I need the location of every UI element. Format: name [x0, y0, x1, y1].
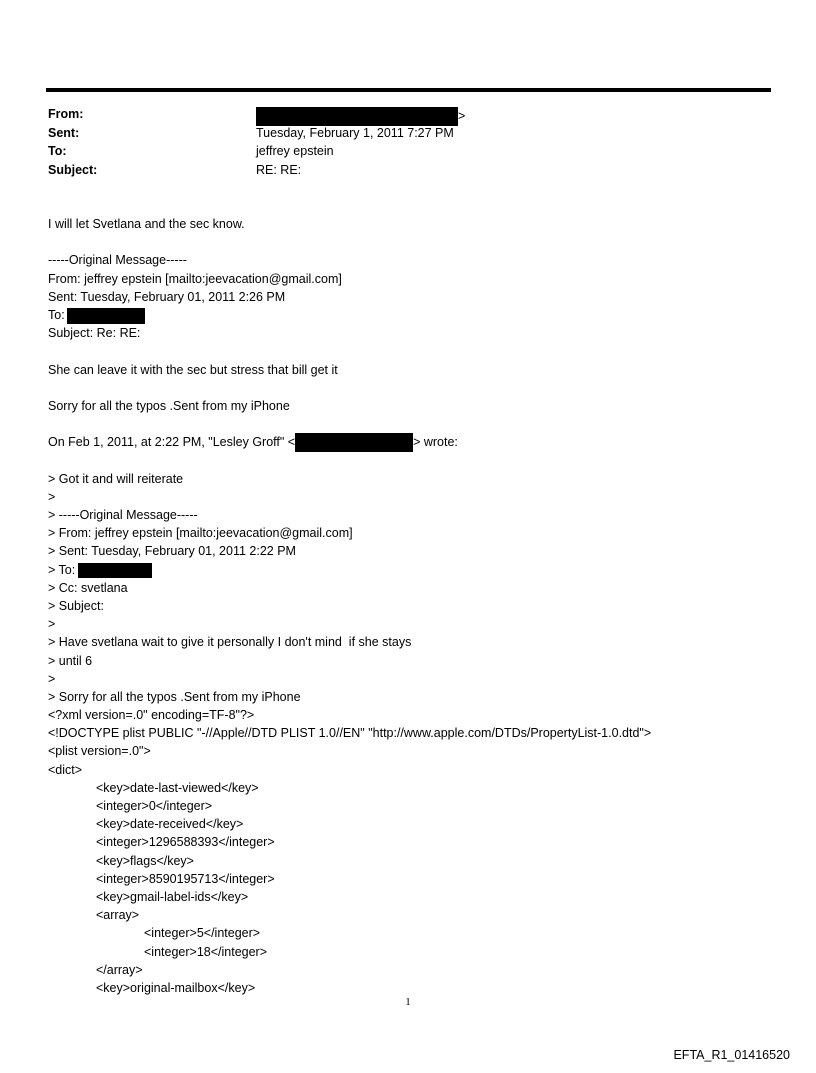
- signature-line: Sorry for all the typos .Sent from my iPhone: [48, 398, 290, 413]
- to-text: To:: [48, 307, 65, 322]
- quoted-line: > Cc: svetlana: [48, 580, 128, 595]
- original-message-marker: -----Original Message-----: [48, 253, 187, 268]
- quoted-line: > Sent: Tuesday, February 01, 2011 2:22 PM: [48, 544, 296, 559]
- body-line: Subject: Re: RE:: [48, 326, 141, 341]
- quoted-line: >: [48, 489, 56, 504]
- wrote-prefix: On Feb 1, 2011, at 2:22 PM, "Lesley Groff" <: [48, 435, 296, 450]
- xml-line: <array>: [96, 908, 140, 923]
- sent-value: Tuesday, February 1, 2011 7:27 PM: [256, 125, 454, 140]
- xml-line: <integer>0</integer>: [96, 799, 213, 813]
- wrote-suffix: > wrote:: [413, 435, 458, 450]
- xml-line: <?xml version=.0" encoding=TF-8"?>: [48, 708, 255, 723]
- quoted-line: >: [48, 671, 56, 686]
- quoted-line: > From: jeffrey epstein [mailto:jeevacation@gmail.com]: [48, 526, 353, 541]
- redaction-box: [67, 308, 145, 324]
- quoted-line: > -----Original Message-----: [48, 508, 198, 522]
- page-number: 1: [405, 996, 411, 1008]
- xml-line: <integer>1296588393</integer>: [96, 835, 275, 850]
- from-value: [256, 107, 465, 126]
- xml-line: <key>date-last-viewed</key>: [96, 780, 259, 795]
- xml-line: <plist version=.0">: [48, 744, 151, 759]
- redaction-box: [256, 107, 458, 126]
- xml-line: <key>gmail-label-ids</key>: [96, 889, 249, 904]
- quoted-to-text: > To:: [48, 562, 76, 577]
- xml-line: <!DOCTYPE plist PUBLIC "-//Apple//DTD PLIST 1.0//EN" "http://www.apple.com/DTDs/PropertyList-1.0.dtd">: [48, 726, 652, 741]
- body-line: From: jeffrey epstein [mailto:jeevacation@gmail.com]: [48, 271, 342, 286]
- to-label: To:: [48, 144, 67, 158]
- quoted-line: > until 6: [48, 653, 93, 668]
- from-label: From:: [48, 107, 84, 121]
- xml-line: </array>: [96, 962, 143, 977]
- body-line: I will let Svetlana and the sec know.: [48, 217, 245, 231]
- xml-line: <key>date-received</key>: [96, 817, 244, 832]
- from-tail: >: [458, 108, 466, 123]
- quoted-line: [48, 561, 651, 579]
- email-body: [48, 215, 651, 997]
- bates-number: EFTA_R1_01416520: [673, 1048, 790, 1062]
- quoted-line: > Subject:: [48, 598, 104, 613]
- xml-line: <key>flags</key>: [96, 853, 194, 868]
- xml-line: <integer>5</integer>: [144, 926, 261, 941]
- quoted-line: > Have svetlana wait to give it personally I don't mind if she stays: [48, 635, 412, 650]
- redaction-box: [295, 433, 413, 452]
- body-line: Sent: Tuesday, February 01, 2011 2:26 PM: [48, 289, 286, 304]
- header-rule: [46, 88, 771, 92]
- xml-line: <integer>18</integer>: [144, 944, 268, 959]
- quoted-line: > Sorry for all the typos .Sent from my iPhone: [48, 689, 301, 704]
- quoted-line: >: [48, 617, 56, 632]
- xml-line: <dict>: [48, 762, 83, 777]
- redaction-box: [78, 563, 152, 578]
- xml-line: <integer>8590195713</integer>: [96, 871, 275, 886]
- sent-label: Sent:: [48, 125, 80, 140]
- xml-line: <key>original-mailbox</key>: [96, 980, 256, 995]
- body-line: She can leave it with the sec but stress that bill get it: [48, 362, 338, 377]
- quoted-line: > Got it and will reiterate: [48, 471, 184, 486]
- subject-label: Subject:: [48, 162, 98, 177]
- subject-value: RE: RE:: [256, 162, 302, 177]
- body-line: [48, 433, 651, 451]
- body-line: [48, 306, 651, 324]
- to-value: jeffrey epstein: [256, 144, 334, 158]
